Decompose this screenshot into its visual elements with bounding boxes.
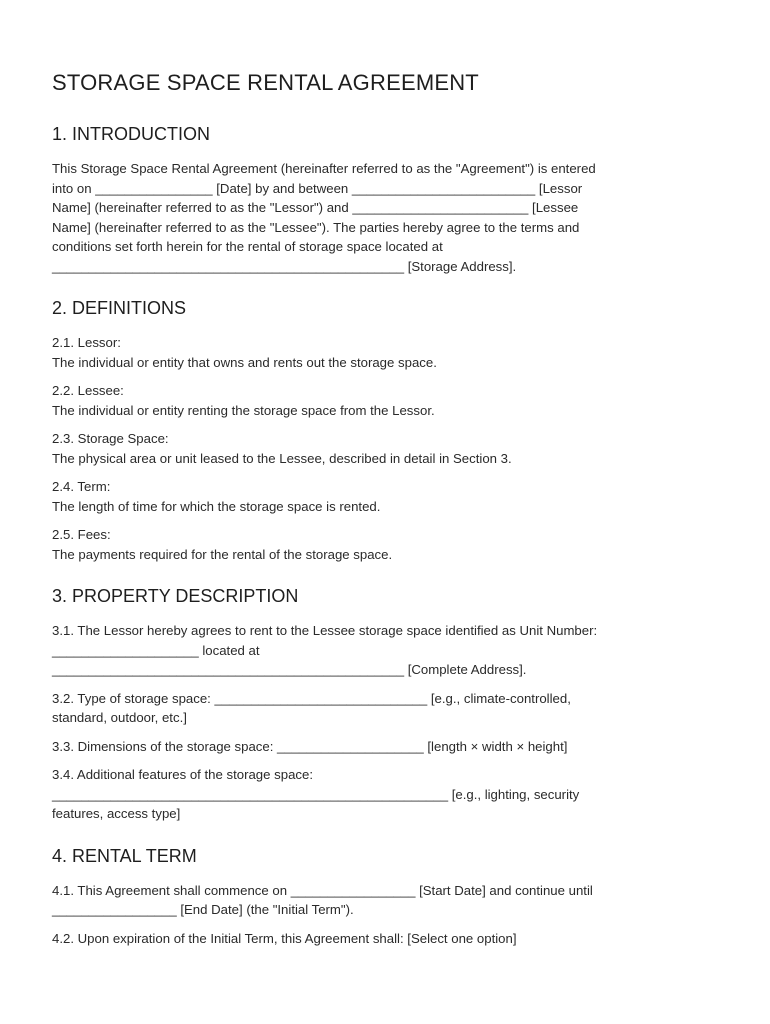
definition-description: The physical area or unit leased to the Lessee, described in detail in Section 3.	[52, 450, 512, 466]
definition-description: The length of time for which the storage space is rented.	[52, 498, 381, 514]
definition-item	[52, 429, 710, 468]
section-rental-term	[52, 846, 710, 949]
property-clause: 3.1. The Lessor hereby agrees to rent to the Lessee storage space identified as Unit Number: ____________________ located at ________________________________________________ [Complete Address].	[52, 623, 598, 677]
definition-term: 2.3. Storage Space:	[52, 431, 169, 446]
property-clause: 3.2. Type of storage space: _____________________________ [e.g., climate-controlled, standard, outdoor, etc.]	[52, 690, 571, 725]
definition-description: The payments required for the rental of the storage space.	[52, 546, 393, 562]
section-heading-definitions: 2. DEFINITIONS	[52, 298, 187, 318]
definition-item	[52, 525, 710, 564]
section-definitions	[52, 298, 710, 564]
section-introduction	[52, 124, 710, 276]
definition-term: 2.2. Lessee:	[52, 383, 124, 398]
definition-term: 2.4. Term:	[52, 479, 111, 494]
definition-item	[52, 381, 710, 420]
definition-description: The individual or entity that owns and rents out the storage space.	[52, 354, 437, 370]
definition-term: 2.1. Lessor:	[52, 335, 121, 350]
introduction-paragraph: This Storage Space Rental Agreement (hereinafter referred to as the "Agreement") is entered into on ________________ [Date] by and between _________________________ [Lessor Name] (hereinafter referred to as the "Lessor") and ________________________ [Lessee Name] (hereinafter referred to as the "Lessee"). The parties hereby agree to the terms and conditions set forth herein for the rental of storage space located at ________________________________________________ [Storage Address].	[52, 161, 596, 274]
definition-item	[52, 333, 710, 372]
definition-item	[52, 477, 710, 516]
document-title: STORAGE SPACE RENTAL AGREEMENT	[52, 70, 479, 95]
rental-term-clause: 4.2. Upon expiration of the Initial Term, this Agreement shall: [Select one option]	[52, 930, 517, 946]
property-clause: 3.4. Additional features of the storage space: ______________________________________________________ [e.g., lighting, security features, access type]	[52, 767, 580, 821]
section-heading-property-description: 3. PROPERTY DESCRIPTION	[52, 586, 299, 606]
section-property-description	[52, 586, 710, 824]
rental-term-clause: 4.1. This Agreement shall commence on _________________ [Start Date] and continue until _________________ [End Date] (the "Initial Term").	[52, 882, 593, 917]
section-heading-introduction: 1. INTRODUCTION	[52, 124, 211, 144]
definition-term: 2.5. Fees:	[52, 527, 111, 542]
property-clause: 3.3. Dimensions of the storage space: ____________________ [length × width × height]	[52, 738, 568, 754]
section-heading-rental-term: 4. RENTAL TERM	[52, 845, 197, 866]
definition-description: The individual or entity renting the storage space from the Lessor.	[52, 402, 435, 418]
